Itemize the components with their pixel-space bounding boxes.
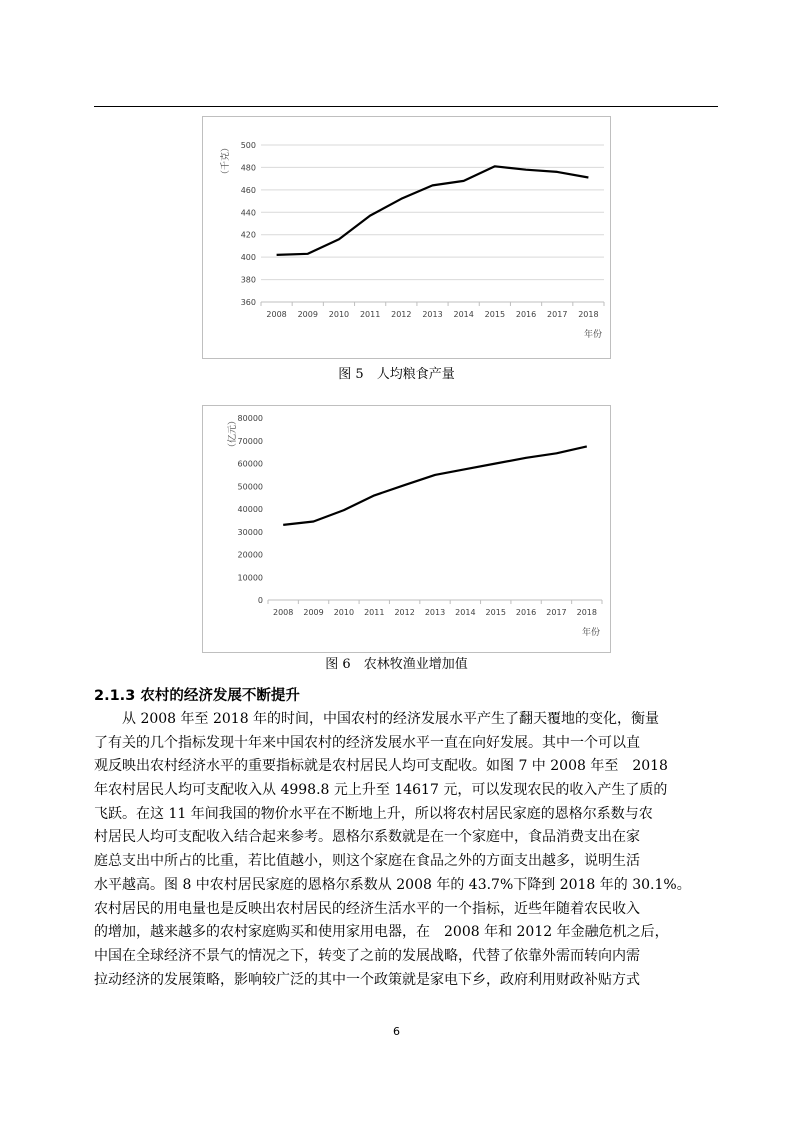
x-tick-label: 2008	[273, 608, 294, 617]
paragraph-line: 观反映出农村经济水平的重要指标就是农村居民人均可支配收。如图 7 中 2008 年至 2018	[94, 758, 668, 775]
x-tick-label: 2015	[485, 608, 506, 617]
x-tick-label: 2014	[453, 310, 474, 319]
y-tick-label: 50000	[237, 482, 263, 492]
y-tick-label: 500	[240, 141, 256, 150]
x-tick-label: 2011	[364, 608, 385, 617]
paragraph-line: 年农村居民人均可支配收入从 4998.8 元上升至 14617 元，可以发现农民的收入产生了质的	[94, 782, 668, 799]
x-tick-label: 2017	[546, 608, 567, 617]
y-tick-label: 420	[240, 230, 256, 240]
y-tick-label: 0	[257, 596, 263, 605]
x-tick-label: 2010	[328, 310, 350, 319]
paragraph-line: 的增加，越来越多的农村家庭购买和使用家用电器，在 2008 年和 2012 年金融危机之后，	[94, 924, 669, 941]
x-axis-label: 年份	[583, 330, 602, 340]
x-tick-label: 2017	[547, 310, 568, 319]
body-paragraph	[94, 708, 718, 992]
y-tick-label: 400	[240, 253, 256, 263]
paragraph-line: 飞跃。在这 11 年间我国的物价水平在不断地上升，所以将农村居民家庭的恩格尔系数与农	[94, 805, 653, 822]
paragraph-line: 拉动经济的发展策略，影响较广泛的其中一个政策就是家电下乡，政府利用财政补贴方式	[94, 971, 640, 988]
paragraph-line: 农村居民的用电量也是反映出农村居民的经济生活水平的一个指标，近些年随着农民收入	[94, 900, 640, 917]
series-line	[283, 446, 587, 525]
x-tick-label: 2012	[391, 310, 412, 319]
x-tick-label: 2013	[424, 608, 446, 617]
x-tick-label: 2016	[515, 608, 537, 617]
paragraph-line: 村居民人均可支配收入结合起来参考。恩格尔系数就是在一个家庭中，食品消费支出在家	[94, 829, 640, 846]
paragraph-line: 水平越高。图 8 中农村居民家庭的恩格尔系数从 2008 年的 43.7%下降到 2018 年的 30.1%。	[94, 876, 691, 893]
x-tick-label: 2014	[455, 608, 476, 617]
paragraph-line: 从 2008 年至 2018 年的时间，中国农村的经济发展水平产生了翻天覆地的变化，衡量	[94, 711, 660, 727]
y-tick-label: 480	[240, 163, 256, 173]
y-axis-label: （千克）	[221, 142, 231, 180]
paragraph-line: 中国在全球经济不景气的情况之下，转变了之前的发展战略，代替了依靠外需而转向内需	[94, 947, 640, 964]
figure-6-caption: 图 6 农林牧渔业增加值	[325, 657, 468, 672]
y-tick-label: 40000	[237, 505, 263, 514]
x-tick-label: 2016	[515, 310, 537, 319]
x-tick-label: 2018	[576, 608, 597, 617]
x-tick-label: 2018	[578, 310, 599, 319]
x-tick-label: 2011	[359, 310, 381, 319]
x-tick-label: 2009	[303, 608, 324, 617]
y-tick-label: 380	[240, 275, 256, 285]
figure-5-caption: 图 5 人均粮食产量	[338, 367, 455, 382]
header-rule	[94, 106, 718, 107]
paragraph-line: 庭总支出中所占的比重，若比值越小，则这个家庭在食品之外的方面支出越多，说明生活	[94, 853, 640, 870]
y-tick-label: 10000	[237, 573, 263, 583]
x-tick-label: 2013	[422, 310, 443, 319]
y-axis-label: （亿元）	[228, 415, 238, 453]
y-tick-label: 70000	[237, 436, 263, 446]
agri-value-added-chart-svg	[203, 406, 610, 652]
y-tick-label: 30000	[237, 527, 263, 537]
paragraph-line: 了有关的几个指标发现十年来中国农村的经济发展水平一直在向好发展。其中一个可以直	[94, 734, 640, 751]
y-tick-label: 20000	[237, 550, 263, 560]
grain-per-capita-chart-svg	[203, 117, 610, 358]
y-tick-label: 440	[240, 208, 256, 218]
x-tick-label: 2009	[297, 310, 318, 319]
agri-value-added-chart	[202, 405, 611, 653]
y-tick-label: 360	[240, 298, 256, 307]
x-tick-label: 2010	[333, 608, 355, 617]
x-tick-label: 2012	[394, 608, 415, 617]
series-line	[277, 166, 589, 255]
section-heading: 2.1.3 农村的经济发展不断提升	[94, 688, 300, 704]
page-number: 6	[393, 1025, 400, 1038]
y-tick-label: 60000	[237, 459, 263, 469]
x-tick-label: 2008	[266, 310, 287, 319]
grain-per-capita-chart	[202, 116, 611, 359]
x-tick-label: 2015	[484, 310, 506, 319]
x-axis-label: 年份	[581, 628, 600, 638]
y-tick-label: 460	[240, 185, 256, 195]
y-tick-label: 80000	[237, 414, 263, 423]
